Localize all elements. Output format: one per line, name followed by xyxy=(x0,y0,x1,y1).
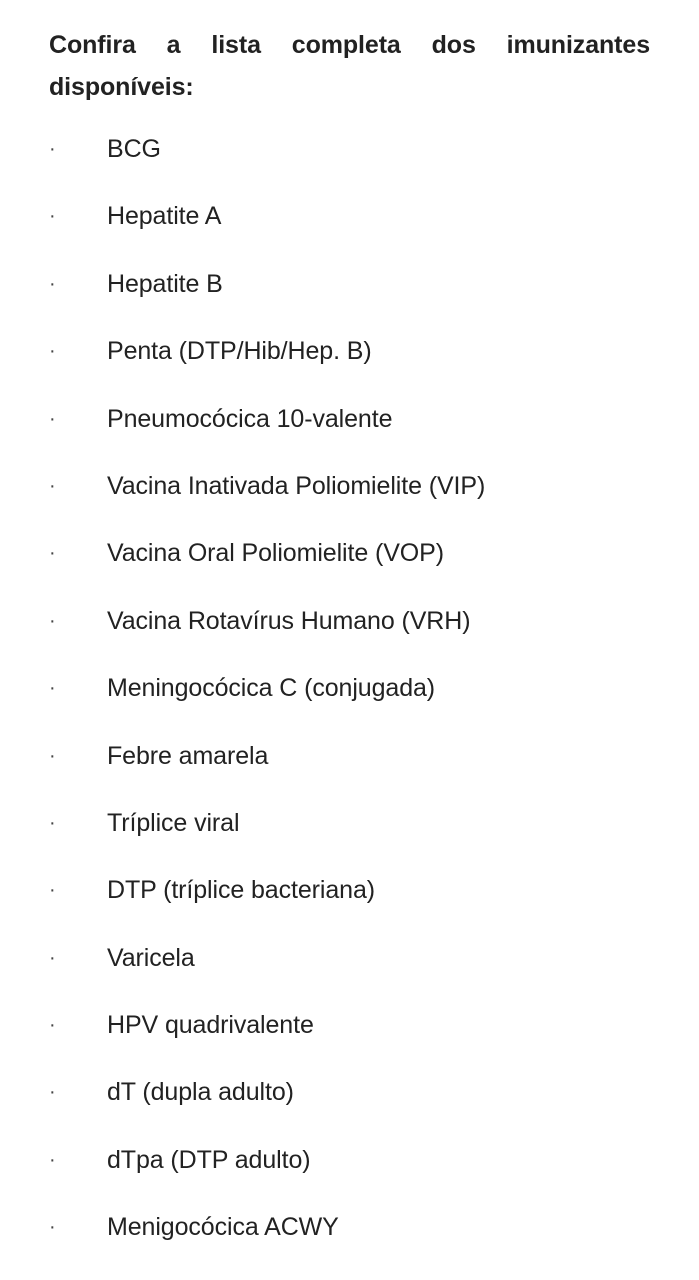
bullet-dot-icon: · xyxy=(49,474,56,497)
article-body xyxy=(49,0,650,1278)
bullet-dot-icon: · xyxy=(49,205,56,228)
bullet-dot-icon: · xyxy=(49,138,56,160)
list-item xyxy=(49,132,650,199)
list-item xyxy=(49,806,650,873)
vaccine-name: HPV quadrivalente xyxy=(107,1011,314,1040)
vaccine-name: Pneumocócica 10-valente xyxy=(107,404,393,433)
list-item xyxy=(49,469,650,536)
vaccine-name: Hepatite A xyxy=(107,202,222,231)
vaccine-name: Tríplice viral xyxy=(107,808,240,837)
list-item xyxy=(49,1008,650,1075)
list-item xyxy=(49,267,650,334)
intro-paragraph: Confira a lista completa dos imunizantes disponíveis: xyxy=(49,31,650,101)
bullet-dot-icon: · xyxy=(49,744,56,767)
bullet-dot-icon: · xyxy=(49,677,56,700)
vaccine-name: Vacina Inativada Poliomielite (VIP) xyxy=(107,471,486,500)
list-item xyxy=(49,873,650,940)
vaccine-name: Hepatite B xyxy=(107,269,223,298)
vaccine-name: Penta (DTP/Hib/Hep. B) xyxy=(107,337,372,366)
vaccine-name: Vacina Oral Poliomielite (VOP) xyxy=(107,539,444,568)
bullet-dot-icon: · xyxy=(49,1014,56,1037)
vaccine-name: DTP (tríplice bacteriana) xyxy=(107,876,375,905)
list-item xyxy=(49,536,650,603)
bullet-dot-icon: · xyxy=(49,879,56,902)
list-item xyxy=(49,1143,650,1210)
list-item xyxy=(49,941,650,1008)
bullet-dot-icon: · xyxy=(49,1081,56,1104)
vaccine-name: Meningocócica C (conjugada) xyxy=(107,674,436,703)
list-item xyxy=(49,1210,650,1277)
list-item xyxy=(49,604,650,671)
vaccine-name: Menigocócica ACWY xyxy=(107,1213,339,1242)
list-item xyxy=(49,1075,650,1142)
list-item xyxy=(49,671,650,738)
bullet-dot-icon: · xyxy=(49,272,56,295)
vaccine-name: dT (dupla adulto) xyxy=(107,1078,294,1107)
bullet-dot-icon: · xyxy=(49,946,56,969)
bullet-dot-icon: · xyxy=(49,340,56,363)
vaccine-name: Varicela xyxy=(107,943,195,972)
bullet-dot-icon: · xyxy=(49,609,56,632)
list-item xyxy=(49,334,650,401)
bullet-dot-icon: · xyxy=(49,811,56,834)
list-item xyxy=(49,739,650,806)
bullet-dot-icon: · xyxy=(49,407,56,430)
vaccine-name: Febre amarela xyxy=(107,741,269,770)
list-item xyxy=(49,199,650,266)
vaccine-name: BCG xyxy=(107,135,161,163)
vaccine-name: dTpa (DTP adulto) xyxy=(107,1145,311,1174)
vaccine-list xyxy=(49,132,650,1278)
bullet-dot-icon: · xyxy=(49,1216,56,1239)
bullet-dot-icon: · xyxy=(49,1148,56,1171)
bullet-dot-icon: · xyxy=(49,542,56,565)
vaccine-name: Vacina Rotavírus Humano (VRH) xyxy=(107,606,471,635)
list-item xyxy=(49,402,650,469)
